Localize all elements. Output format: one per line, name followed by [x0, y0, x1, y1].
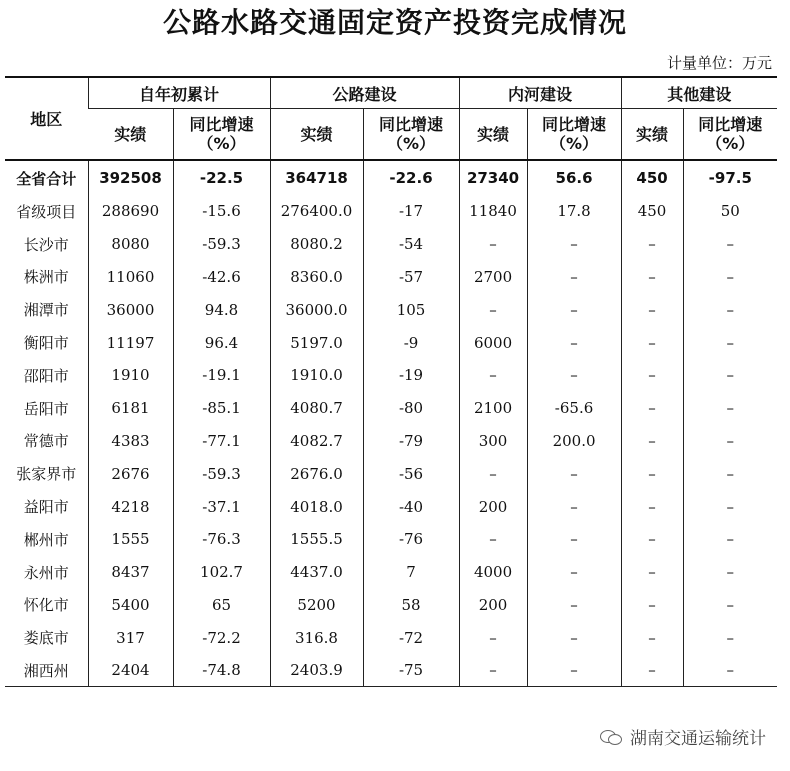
cell-actual: –: [621, 326, 683, 359]
table-row: [5, 392, 777, 425]
cell-actual: 4080.7: [270, 392, 363, 425]
cell-actual: –: [621, 556, 683, 589]
cell-actual: 2100: [459, 392, 527, 425]
region-name: 益阳市: [23, 498, 69, 517]
cell-actual: 200: [459, 589, 527, 622]
cell-yoy: -17: [363, 195, 459, 228]
table-row: [5, 523, 777, 556]
region-name: 常德市: [23, 432, 69, 451]
cell-actual: 8437: [88, 556, 173, 589]
cell-yoy: –: [683, 556, 777, 589]
cell-actual: 11197: [88, 326, 173, 359]
cell-yoy: 105: [363, 293, 459, 326]
cell-actual: 5197.0: [270, 326, 363, 359]
cell-yoy: –: [683, 523, 777, 556]
cell-actual: 4000: [459, 556, 527, 589]
cell-actual: 450: [621, 195, 683, 228]
cell-actual: –: [621, 392, 683, 425]
cell-yoy: 56.6: [527, 160, 621, 195]
cell-yoy: –: [527, 621, 621, 654]
header-yoy: 同比增速 （%）: [363, 109, 459, 161]
cell-actual: 316.8: [270, 621, 363, 654]
region-name: 湘潭市: [23, 301, 69, 320]
cell-actual: –: [459, 523, 527, 556]
header-yoy: 同比增速 （%）: [173, 109, 270, 161]
cell-yoy: –: [527, 589, 621, 622]
cell-actual: –: [621, 490, 683, 523]
cell-actual: 4082.7: [270, 425, 363, 458]
unit-label: 计量单位：万元: [666, 54, 772, 72]
cell-yoy: –: [527, 523, 621, 556]
header-actual: 实绩: [621, 109, 683, 161]
cell-yoy: 17.8: [527, 195, 621, 228]
table-row-total: [5, 160, 777, 195]
cell-actual: 11060: [88, 261, 173, 294]
cell-yoy: -59.3: [173, 457, 270, 490]
cell-yoy: -85.1: [173, 392, 270, 425]
cell-yoy: –: [683, 228, 777, 261]
cell-yoy: 102.7: [173, 556, 270, 589]
table-body: [5, 160, 777, 687]
cell-yoy: -19.1: [173, 359, 270, 392]
table-row: [5, 326, 777, 359]
cell-actual: 392508: [88, 160, 173, 195]
cell-actual: 5200: [270, 589, 363, 622]
cell-yoy: -56: [363, 457, 459, 490]
cell-actual: 36000: [88, 293, 173, 326]
cell-yoy: –: [527, 228, 621, 261]
cell-yoy: –: [683, 326, 777, 359]
cell-actual: 300: [459, 425, 527, 458]
cell-yoy: 96.4: [173, 326, 270, 359]
cell-yoy: 7: [363, 556, 459, 589]
region-name: 郴州市: [23, 530, 69, 549]
cell-yoy: –: [683, 654, 777, 687]
cell-yoy: -79: [363, 425, 459, 458]
cell-actual: –: [621, 293, 683, 326]
cell-yoy: -54: [363, 228, 459, 261]
cell-actual: 27340: [459, 160, 527, 195]
region-name: 株洲市: [23, 268, 69, 287]
watermark-text: 湖南交通运输统计: [630, 729, 766, 749]
cell-actual: 8080.2: [270, 228, 363, 261]
cell-yoy: 65: [173, 589, 270, 622]
cell-actual: 8360.0: [270, 261, 363, 294]
table-row: [5, 621, 777, 654]
cell-actual: 317: [88, 621, 173, 654]
cell-yoy: -9: [363, 326, 459, 359]
header-actual: 实绩: [88, 109, 173, 161]
cell-yoy: -76: [363, 523, 459, 556]
table-row: [5, 556, 777, 589]
cell-yoy: 58: [363, 589, 459, 622]
region-name: 省级项目: [16, 202, 77, 221]
investment-table: [5, 76, 777, 687]
cell-yoy: 50: [683, 195, 777, 228]
header-yoy: 同比增速 （%）: [683, 109, 777, 161]
header-actual: 实绩: [270, 109, 363, 161]
region-name: 衡阳市: [23, 334, 69, 353]
cell-actual: –: [459, 621, 527, 654]
cell-actual: 4437.0: [270, 556, 363, 589]
cell-actual: 2403.9: [270, 654, 363, 687]
region-name: 怀化市: [23, 596, 69, 615]
region-name: 长沙市: [23, 235, 69, 254]
cell-yoy: –: [683, 589, 777, 622]
header-group-highway: 公路建设: [270, 77, 459, 109]
region-name: 张家界市: [16, 465, 77, 484]
cell-yoy: –: [683, 392, 777, 425]
cell-actual: –: [621, 621, 683, 654]
cell-yoy: –: [683, 425, 777, 458]
header-row-groups: [5, 77, 777, 109]
cell-yoy: –: [683, 359, 777, 392]
cell-actual: 276400.0: [270, 195, 363, 228]
cell-actual: 4383: [88, 425, 173, 458]
header-group-inland: 内河建设: [459, 77, 621, 109]
cell-yoy: –: [527, 359, 621, 392]
cell-yoy: -74.8: [173, 654, 270, 687]
cell-yoy: –: [683, 621, 777, 654]
cell-actual: –: [459, 457, 527, 490]
cell-actual: 2676: [88, 457, 173, 490]
region-name: 永州市: [23, 563, 69, 582]
cell-actual: 8080: [88, 228, 173, 261]
cell-actual: –: [621, 261, 683, 294]
cell-actual: 1555: [88, 523, 173, 556]
cell-yoy: –: [527, 457, 621, 490]
cell-actual: 36000.0: [270, 293, 363, 326]
table-row: [5, 359, 777, 392]
cell-actual: –: [459, 228, 527, 261]
header-group-ytd: 自年初累计: [88, 77, 270, 109]
cell-actual: 1910: [88, 359, 173, 392]
table-row: [5, 490, 777, 523]
table-row: [5, 195, 777, 228]
region-name: 全省合计: [5, 160, 88, 195]
cell-actual: 4218: [88, 490, 173, 523]
cell-actual: –: [621, 359, 683, 392]
header-region: 地区: [5, 77, 88, 160]
cell-actual: 288690: [88, 195, 173, 228]
watermark: [600, 724, 766, 749]
table-row: [5, 654, 777, 687]
cell-yoy: -40: [363, 490, 459, 523]
cell-yoy: -15.6: [173, 195, 270, 228]
header-yoy: 同比增速 （%）: [527, 109, 621, 161]
cell-yoy: –: [527, 654, 621, 687]
cell-yoy: -22.6: [363, 160, 459, 195]
cell-yoy: -65.6: [527, 392, 621, 425]
cell-actual: 2700: [459, 261, 527, 294]
cell-actual: –: [459, 654, 527, 687]
cell-actual: –: [621, 425, 683, 458]
page-title: 公路水路交通固定资产投资完成情况: [162, 6, 627, 39]
cell-actual: 6181: [88, 392, 173, 425]
table-row: [5, 457, 777, 490]
cell-yoy: –: [683, 261, 777, 294]
cell-yoy: 200.0: [527, 425, 621, 458]
cell-actual: 200: [459, 490, 527, 523]
cell-actual: –: [621, 228, 683, 261]
cell-yoy: -59.3: [173, 228, 270, 261]
header-group-other: 其他建设: [621, 77, 777, 109]
cell-yoy: -42.6: [173, 261, 270, 294]
table-row: [5, 228, 777, 261]
table-row: [5, 261, 777, 294]
cell-yoy: –: [683, 490, 777, 523]
cell-yoy: –: [527, 326, 621, 359]
table-row: [5, 293, 777, 326]
cell-yoy: –: [527, 490, 621, 523]
cell-yoy: –: [683, 293, 777, 326]
cell-yoy: –: [527, 293, 621, 326]
cell-actual: 450: [621, 160, 683, 195]
cell-yoy: -77.1: [173, 425, 270, 458]
cell-actual: 1910.0: [270, 359, 363, 392]
cell-actual: 6000: [459, 326, 527, 359]
cell-yoy: -75: [363, 654, 459, 687]
cell-yoy: -72: [363, 621, 459, 654]
table-row: [5, 425, 777, 458]
cell-yoy: –: [683, 457, 777, 490]
header-actual: 实绩: [459, 109, 527, 161]
wechat-icon: [600, 728, 622, 746]
cell-actual: –: [621, 457, 683, 490]
cell-yoy: -97.5: [683, 160, 777, 195]
cell-actual: –: [459, 359, 527, 392]
cell-yoy: –: [527, 556, 621, 589]
region-name: 湘西州: [5, 654, 88, 687]
cell-yoy: 94.8: [173, 293, 270, 326]
cell-actual: –: [621, 589, 683, 622]
header-row-metrics: [5, 109, 777, 161]
cell-yoy: -19: [363, 359, 459, 392]
cell-actual: 5400: [88, 589, 173, 622]
cell-yoy: -80: [363, 392, 459, 425]
table-row: [5, 589, 777, 622]
cell-actual: 4018.0: [270, 490, 363, 523]
cell-yoy: -76.3: [173, 523, 270, 556]
cell-actual: –: [621, 654, 683, 687]
cell-actual: 364718: [270, 160, 363, 195]
region-name: 邵阳市: [23, 366, 69, 385]
cell-yoy: -72.2: [173, 621, 270, 654]
cell-yoy: -22.5: [173, 160, 270, 195]
cell-actual: –: [459, 293, 527, 326]
cell-actual: 2404: [88, 654, 173, 687]
cell-actual: 2676.0: [270, 457, 363, 490]
region-name: 娄底市: [23, 629, 69, 648]
cell-actual: 1555.5: [270, 523, 363, 556]
region-name: 岳阳市: [23, 399, 69, 418]
cell-actual: 11840: [459, 195, 527, 228]
cell-yoy: -37.1: [173, 490, 270, 523]
cell-actual: –: [621, 523, 683, 556]
cell-yoy: –: [527, 261, 621, 294]
cell-yoy: -57: [363, 261, 459, 294]
